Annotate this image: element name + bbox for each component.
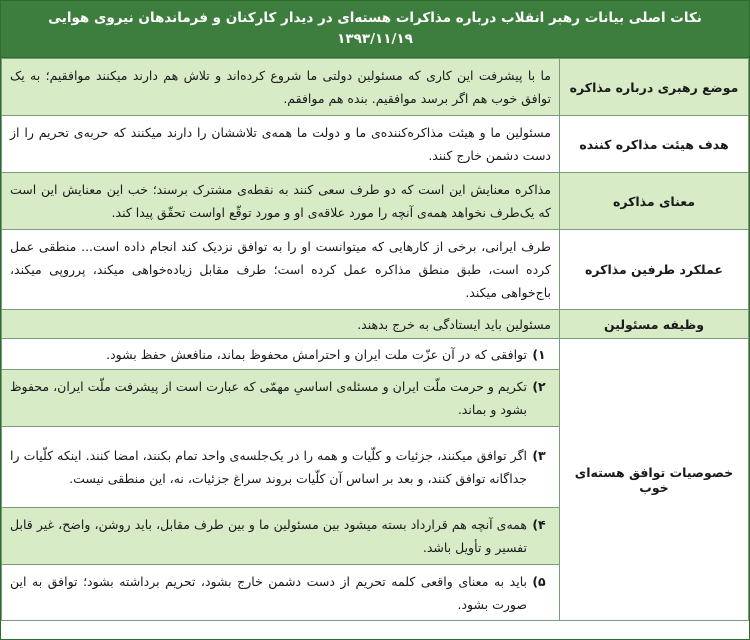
row-text: مذاکره معنایش این است که دو طرف سعی کنند به نقطه‌ی مشترک برسند؛ خب این معنایش این است که یک‌طرف نخواهد همه‌ی آنچه را مورد علاقه‌ی او و مورد توقّع اواست تحقّق پیدا کند. (2, 173, 560, 230)
feature-item (2, 565, 560, 621)
row-label: موضع رهبری درباره مذاکره (560, 59, 749, 116)
feature-item (2, 508, 560, 565)
row-label: هدف هیئت مذاکره کننده (560, 116, 749, 173)
row-text: مسئولین باید ایستادگی به خرج بدهند. (2, 310, 560, 339)
table-row (2, 59, 749, 116)
row-text: طرف ایرانی، برخی از کارهایی که میتوانست او را به توافق نزدیک کند انجام داده است... منطقی عمل کرده است، طبق منطق مذاکره عمل کرده است؛ طرف مقابل زیاده‌خواهی میکند، پرروپی میکند، باج‌خواهی میکند. (2, 230, 560, 310)
table-row (2, 173, 749, 230)
feature-item (2, 339, 560, 370)
row-label: معنای مذاکره (560, 173, 749, 230)
document-date: ۱۳۹۳/۱۱/۱۹ (337, 31, 413, 47)
document-title: نکات اصلی بیانات رهبر انقلاب درباره مذاکرات هسته‌ای در دیدار کارکنان و فرماندهان نیروی هوایی (48, 10, 702, 26)
table-row (2, 310, 749, 339)
feature-number: ۱) (532, 346, 546, 362)
feature-number: ۲) (532, 379, 546, 394)
feature-item (2, 427, 560, 508)
row-text: مسئولین ما و هیئت مذاکره‌کننده‌ی ما و دولت ما همه‌ی تلاششان را دارند میکنند که حربه‌ی تحریم را از دست دشمن خارج کنند. (2, 116, 560, 173)
features-label: خصوصیات توافق هسته‌ای خوب (560, 339, 749, 621)
header (1, 1, 749, 58)
content-table (1, 58, 749, 621)
row-label: وظیفه مسئولین (560, 310, 749, 339)
feature-text: تکریم و حرمت ملّت ایران و مسئله‌ی اساسیِ مهمّی که عبارت است از پیشرفت ملّت ایران، محفوظ بشود و بماند. (10, 379, 527, 417)
feature-item (2, 370, 560, 427)
feature-text: همه‌ی آنچه هم قرارداد بسته میشود بین مسئولین ما و بین طرف مقابل، باید روشن، واضح، غیر قابل تفسیر و تأویل باشد. (10, 517, 527, 555)
feature-text: توافقی که در آن عزّت ملت ایران و احترامش محفوظ بماند، منافعش حفظ بشود. (106, 346, 527, 362)
feature-text: باید به معنای واقعی کلمه تحریم از دست دشمن خارج بشود، تحریم برداشته بشود؛ توافق به این صورت بشود. (10, 573, 527, 612)
feature-text: اگر توافق میکنند، جزئیات و کلّیات و همه را در یک‌جلسه‌ی واحد تمام بکنند، امضا کنند. اینکه کلّیات را جداگانه توافق کنند، و بعد بر اساس آن کلّیات بروند سراغ جزئیات، نه، این منطقی نیست. (10, 448, 527, 486)
row-label: عملکرد طرفین مذاکره (560, 230, 749, 310)
feature-row (2, 339, 749, 370)
table-row (2, 230, 749, 310)
row-text: ما با پیشرفت این کاری که مسئولین دولتی ما شروع کرده‌اند و تلاش هم دارند میکنند موافقیم؛ به یک توافق خوب هم اگر برسد موافقیم. بنده هم موافقم. (2, 59, 560, 116)
feature-number: ۳) (532, 448, 546, 463)
table-row (2, 116, 749, 173)
feature-number: ۵) (532, 573, 546, 589)
feature-number: ۴) (532, 517, 546, 532)
